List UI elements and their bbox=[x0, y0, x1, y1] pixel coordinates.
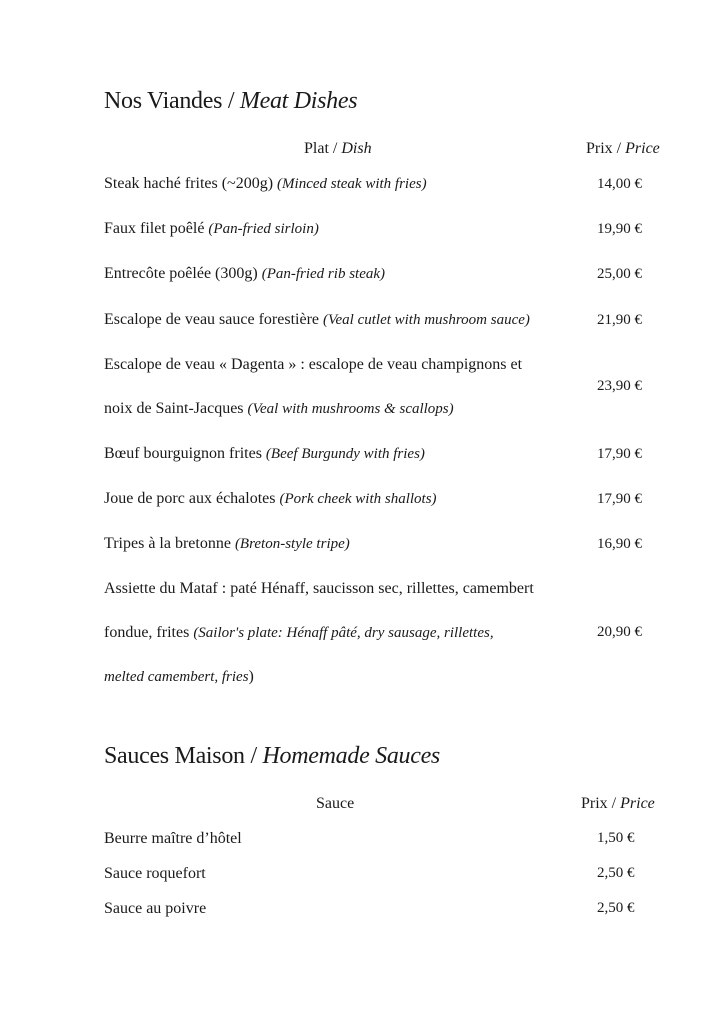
meat-item-9-line-3 bbox=[104, 668, 254, 686]
meat-item-name: Faux filet poêlé bbox=[104, 220, 209, 237]
meat-col-price bbox=[586, 140, 660, 158]
meat-item-name: Entrecôte poêlée (300g) bbox=[104, 265, 262, 282]
sauces-section-title bbox=[104, 743, 440, 770]
meat-item-4 bbox=[104, 311, 530, 329]
meat-item-description: fondue, frites bbox=[104, 624, 194, 641]
sauces-title-fr: Sauces Maison / bbox=[104, 743, 263, 769]
meat-item-9-line-2 bbox=[104, 624, 494, 642]
meat-item-name: Joue de porc aux échalotes bbox=[104, 490, 280, 507]
col-dish-en: Dish bbox=[341, 140, 372, 157]
meat-title-en: Meat Dishes bbox=[239, 88, 358, 114]
meat-item-5-line-1 bbox=[104, 356, 522, 374]
meat-item-translation: (Sailor's plate: Hénaff pâté, dry sausage, rillettes, bbox=[193, 625, 494, 641]
meat-item-8 bbox=[104, 535, 350, 553]
sauces-col-price bbox=[581, 795, 655, 813]
meat-section-title bbox=[104, 88, 357, 115]
meat-item-price: 20,90 € bbox=[597, 624, 642, 640]
meat-item-6 bbox=[104, 445, 425, 463]
meat-item-price: 21,90 € bbox=[597, 312, 642, 328]
meat-item-translation: (Pan-fried rib steak) bbox=[261, 266, 386, 282]
meat-item-price: 19,90 € bbox=[597, 221, 642, 237]
meat-item-name: Steak haché frites (~200g) bbox=[104, 175, 278, 192]
meat-item-3 bbox=[104, 265, 385, 283]
col-price-en: Price bbox=[625, 140, 660, 157]
meat-item-name: Escalope de veau sauce forestière bbox=[104, 311, 323, 328]
sauce-item-name: Sauce au poivre bbox=[104, 900, 207, 917]
meat-item-name: Bœuf bourguignon frites bbox=[104, 445, 266, 462]
sauce-item-price: 2,50 € bbox=[597, 865, 635, 881]
meat-item-translation: (Pan-fried sirloin) bbox=[208, 221, 319, 237]
sauces-col-sauce: Sauce bbox=[316, 795, 355, 812]
sauces-col-price-en: Price bbox=[620, 795, 655, 812]
meat-item-name: Tripes à la bretonne bbox=[104, 535, 235, 552]
meat-item-translation: (Minced steak with fries) bbox=[277, 176, 427, 192]
meat-item-1 bbox=[104, 175, 427, 193]
meat-title-fr: Nos Viandes / bbox=[104, 88, 240, 114]
meat-item-name: Assiette du Mataf bbox=[104, 580, 222, 597]
meat-item-price: 16,90 € bbox=[597, 536, 642, 552]
meat-item-price: 17,90 € bbox=[597, 491, 642, 507]
meat-item-5-line-2 bbox=[104, 400, 454, 418]
meat-item-translation: (Veal with mushrooms & scallops) bbox=[247, 401, 454, 417]
meat-item-price: 23,90 € bbox=[597, 378, 642, 394]
col-dish-fr: Plat / bbox=[304, 140, 342, 157]
meat-item-translation: (Beef Burgundy with fries) bbox=[265, 446, 425, 462]
meat-item-translation: (Pork cheek with shallots) bbox=[279, 491, 437, 507]
meat-item-price: 17,90 € bbox=[597, 446, 642, 462]
meat-item-9-line-1 bbox=[104, 580, 534, 598]
sauce-item-price: 2,50 € bbox=[597, 900, 635, 916]
meat-item-2 bbox=[104, 220, 319, 238]
sauces-title-en: Homemade Sauces bbox=[262, 743, 440, 769]
meat-item-description: : paté Hénaff, saucisson sec, rillettes, camembert bbox=[221, 580, 534, 597]
meat-item-translation: (Breton-style tripe) bbox=[234, 536, 350, 552]
sauce-item-price: 1,50 € bbox=[597, 830, 635, 846]
meat-item-description: noix de Saint-Jacques bbox=[104, 400, 248, 417]
meat-item-translation: (Veal cutlet with mushroom sauce) bbox=[323, 312, 530, 328]
sauces-col-price-fr: Prix / bbox=[581, 795, 621, 812]
meat-item-7 bbox=[104, 490, 437, 508]
meat-item-price: 25,00 € bbox=[597, 266, 642, 282]
meat-col-dish bbox=[304, 140, 372, 158]
sauce-item-name: Sauce roquefort bbox=[104, 865, 206, 882]
meat-item-price: 14,00 € bbox=[597, 176, 642, 192]
meat-item-translation: melted camembert, fries bbox=[104, 669, 249, 685]
meat-item-name: Escalope de veau « Dagenta » bbox=[104, 356, 301, 373]
meat-item-description: : escalope de veau champignons et bbox=[300, 356, 523, 373]
col-price-fr: Prix / bbox=[586, 140, 626, 157]
meat-item-close-paren: ) bbox=[248, 668, 254, 685]
sauce-item-name: Beurre maître d’hôtel bbox=[104, 830, 242, 847]
